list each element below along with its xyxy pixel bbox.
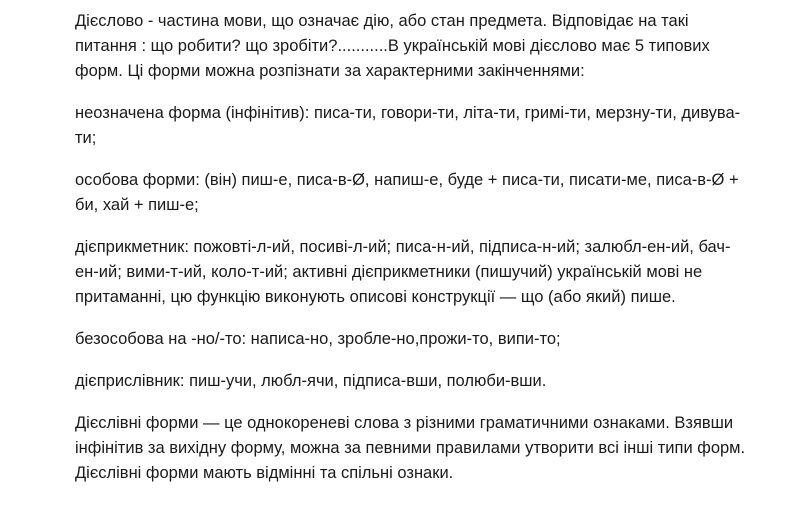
text-line: питання : що робити? що зробіти?...........В українській мові дієслово має 5 типових: [75, 37, 710, 55]
text-line: притаманні, цю функцію виконують описові конструкції — що (або який) пише.: [75, 288, 676, 306]
text-line: би, хай + пиш-е;: [75, 196, 199, 214]
text-line: Дієслово - частина мови, що означає дію, або стан предмета. Відповідає на такі: [75, 12, 689, 30]
text-line: дієприкметник: пожовті-л-ий, посиві-л-ий; писа-н-ий, підписа-н-ий; залюбл-ен-ий, бач-: [75, 238, 731, 256]
text-line: ти;: [75, 129, 97, 147]
text-line: Дієслівні форми мають відмінні та спільні ознаки.: [75, 464, 454, 482]
paragraph-personal-forms: [75, 168, 787, 218]
paragraph-participle: [75, 235, 787, 310]
text-line: інфінітив за вихідну форму, можна за певними правилами утворити всі інші типи форм.: [75, 439, 746, 457]
paragraph-impersonal: [75, 327, 787, 352]
text-line: форм. Ці форми можна розпізнати за характерними закінченнями:: [75, 62, 585, 80]
paragraph-adverbial-participle: [75, 369, 787, 394]
text-line: дієприслівник: пиш-учи, любл-ячи, підписа-вши, полюби-вши.: [75, 372, 547, 390]
text-line: безособова на -но/-то: написа-но, зробле-но,прожи-то, випи-то;: [75, 330, 561, 348]
paragraph-conclusion: [75, 411, 787, 486]
paragraph-intro: [75, 9, 787, 84]
text-line: Дієслівні форми — це однокореневі слова з різними граматичними ознаками. Взявши: [75, 414, 734, 432]
text-line: неозначена форма (інфінітив): писа-ти, говори-ти, літа-ти, гримі-ти, мерзну-ти, дивува-: [75, 104, 741, 122]
paragraph-infinitive: [75, 101, 787, 151]
text-line: ен-ий; вими-т-ий, коло-т-ий; активні дієприкметники (пишучий) українській мові не: [75, 263, 703, 281]
text-line: особова форми: (він) пиш-е, писа-в-Ø, напиш-е, буде + писа-ти, писати-ме, писа-в-Ø +: [75, 171, 739, 189]
document-body: [75, 9, 787, 486]
